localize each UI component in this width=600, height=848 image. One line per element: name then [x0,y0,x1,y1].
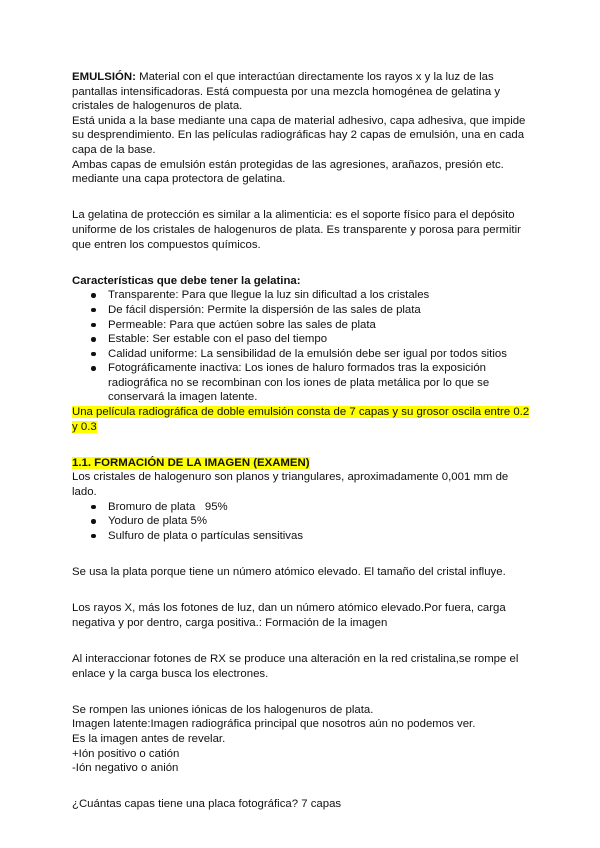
uniones-line: Se rompen las uniones iónicas de los halogenuros de plata. [72,703,374,716]
emulsion-term: EMULSIÓN: [72,71,136,83]
anion-line: -Ión negativo o anión [72,762,179,775]
rayos-x-paragraph: Los rayos X, más los fotones de luz, dan un número atómico elevado.Por fuera, carga negativa y por dentro, carga positiva.: Formación de la imagen [72,602,506,629]
emulsion-paragraph [72,70,532,114]
document-body [72,70,532,812]
gelatina-paragraph: La gelatina de protección es similar a la alimenticia: es el soporte físico para el depósito uniforme de los cristales de halogenuros de plata. Es transparente y porosa para permitir que entren los compuestos químicos. [72,209,521,251]
section-heading-text: 1.1. FORMACIÓN DE LA IMAGEN (EXAMEN) [72,456,310,469]
emulsion-definition: Material con el que interactúan directamente los rayos x y la luz de las pantallas intensificadoras. Está compuesta por una mezcla homogénea de gelatina y cristales de halogenuros de plata. [72,71,501,113]
list-item: Fotográficamente inactiva: Los iones de haluro formados tras la exposición radiográfica no se recombinan con los iones de plata metálica por lo que se conservará la imagen latente. [72,361,532,405]
cation-line: +Ión positivo o catión [72,747,180,760]
caracteristicas-list [72,288,532,405]
imagen-latente-line: Imagen latente:Imagen radiográfica principal que nosotros aún no podemos ver. [72,718,476,731]
question-line: ¿Cuántas capas tiene una placa fotográfica? 7 capas [72,798,342,811]
list-item: Permeable: Para que actúen sobre las sales de plata [72,318,532,333]
emulsion-protection-text: Ambas capas de emulsión están protegidas de las agresiones, arañazos, presión etc. mediante una capa protectora de gelatina. [72,158,504,186]
interaccion-paragraph: Al interaccionar fotones de RX se produce una alteración en la red cristalina,se rompe el enlace y la carga busca los electrones. [72,652,519,680]
list-item: Yoduro de plata 5% [72,514,532,529]
list-item: Transparente: Para que llegue la luz sin dificultad a los cristales [72,288,532,303]
list-item: Calidad uniforme: La sensibilidad de la emulsión debe ser igual por todos sitios [72,347,532,362]
list-item: Estable: Ser estable con el paso del tiempo [72,332,532,347]
list-item: Bromuro de plata 95% [72,500,532,515]
halogenuros-list [72,500,532,544]
emulsion-base-text: Está unida a la base mediante una capa de material adhesivo, capa adhesiva, que impide su desprendimiento. En las películas radiográficas hay 2 capas de emulsión, una en cada capa de la base. [72,114,526,156]
list-item: Sulfuro de plata o partículas sensitivas [72,529,532,544]
highlighted-note-text: Una película radiográfica de doble emulsión consta de 7 capas y su grosor oscila entre 0.2 y 0.3 [72,406,530,433]
revelar-line: Es la imagen antes de revelar. [72,732,226,745]
highlighted-note [72,405,532,434]
section-heading [72,456,532,471]
caracteristicas-title: Características que debe tener la gelatina: [72,274,301,287]
plata-paragraph: Se usa la plata porque tiene un número atómico elevado. El tamaño del cristal influye. [72,566,506,578]
list-item: De fácil dispersión: Permite la dispersión de las sales de plata [72,303,532,318]
cristales-intro: Los cristales de halogenuro son planos y triangulares, aproximadamente 0,001 mm de lado. [72,471,509,499]
